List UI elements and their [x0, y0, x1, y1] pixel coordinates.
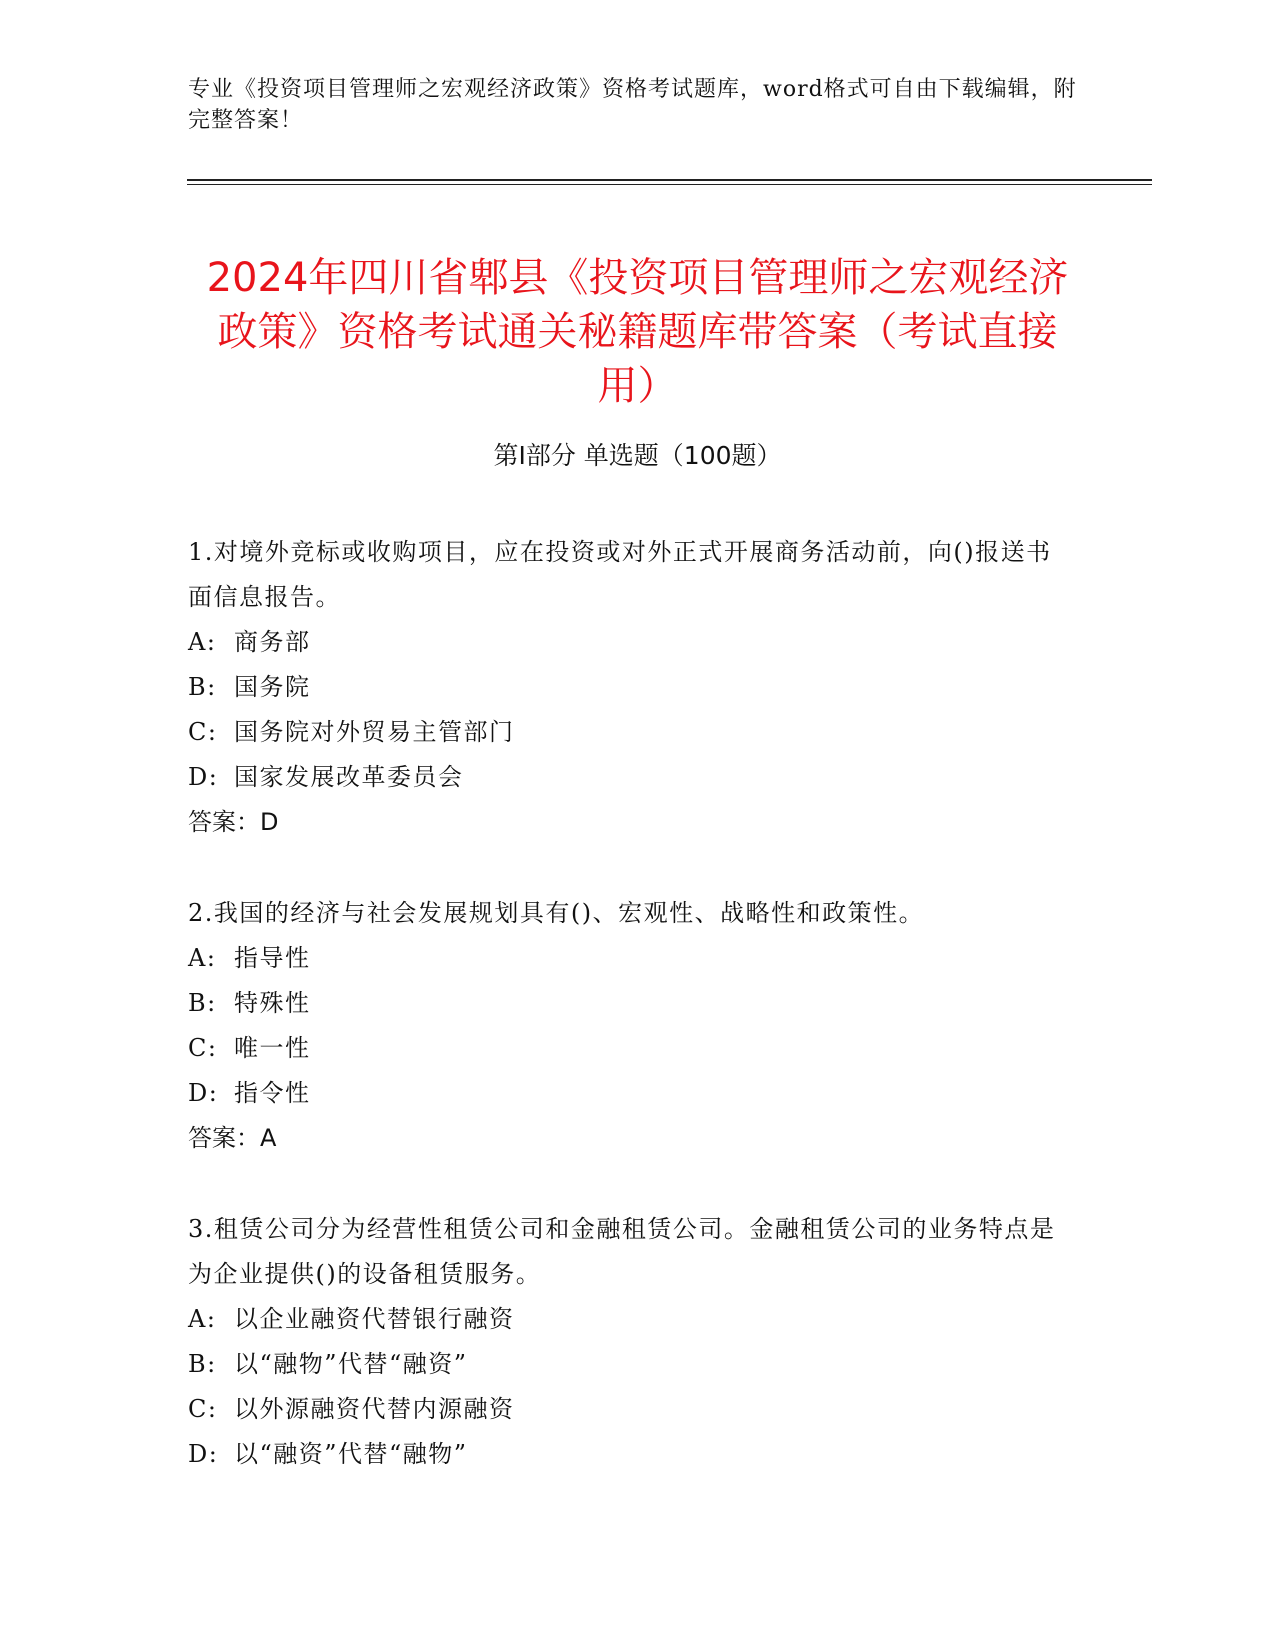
- option-a: [188, 620, 1068, 665]
- option-text: 指令性: [234, 1079, 311, 1107]
- option-text: 特殊性: [234, 989, 311, 1017]
- option-c: [188, 1387, 1068, 1432]
- header-divider-thin: [187, 184, 1152, 185]
- option-a: [188, 936, 1068, 981]
- header-divider-thick: [187, 179, 1152, 181]
- option-d: [188, 755, 1068, 800]
- option-key: C:: [188, 718, 218, 746]
- option-text: 指导性: [234, 944, 311, 972]
- option-key: C:: [188, 1034, 218, 1062]
- option-b: [188, 1342, 1068, 1387]
- question-2: [188, 891, 1068, 1161]
- option-text: 唯一性: [234, 1034, 311, 1062]
- option-text: 国家发展改革委员会: [234, 763, 464, 791]
- option-text: 以企业融资代替银行融资: [234, 1305, 515, 1333]
- option-key: B:: [188, 1350, 217, 1378]
- option-c: [188, 1026, 1068, 1071]
- question-stem: 1.对境外竞标或收购项目，应在投资或对外正式开展商务活动前，向()报送书面信息报告。: [188, 538, 1052, 611]
- document-title: 2024年四川省郫县《投资项目管理师之宏观经济政策》资格考试通关秘籍题库带答案（考试直接用）: [206, 254, 1069, 409]
- option-text: 以“融资”代替“融物”: [234, 1440, 468, 1468]
- question-3: [188, 1207, 1068, 1477]
- header-note: 专业《投资项目管理师之宏观经济政策》资格考试题库，word格式可自由下载编辑，附完整答案！: [188, 77, 1077, 133]
- option-b: [188, 665, 1068, 710]
- question-stem: 2.我国的经济与社会发展规划具有()、宏观性、战略性和政策性。: [188, 899, 925, 927]
- option-key: A:: [188, 628, 217, 656]
- option-text: 以外源融资代替内源融资: [234, 1395, 515, 1423]
- question-stem: 3.租赁公司分为经营性租赁公司和金融租赁公司。金融租赁公司的业务特点是为企业提供()的设备租赁服务。: [188, 1215, 1056, 1288]
- option-key: A:: [188, 944, 217, 972]
- option-d: [188, 1432, 1068, 1477]
- option-b: [188, 981, 1068, 1026]
- answer-line: 答案：A: [188, 1124, 277, 1152]
- section-heading: 第Ⅰ部分 单选题（100题）: [493, 441, 782, 470]
- option-key: D:: [188, 1079, 219, 1107]
- option-text: 国务院: [234, 673, 311, 701]
- question-list: [188, 530, 1068, 1523]
- option-key: B:: [188, 673, 217, 701]
- option-a: [188, 1297, 1068, 1342]
- option-key: A:: [188, 1305, 217, 1333]
- option-text: 商务部: [234, 628, 311, 656]
- option-d: [188, 1071, 1068, 1116]
- option-key: B:: [188, 989, 217, 1017]
- option-key: C:: [188, 1395, 218, 1423]
- answer-line: 答案：D: [188, 808, 279, 836]
- option-c: [188, 710, 1068, 755]
- option-text: 国务院对外贸易主管部门: [234, 718, 515, 746]
- option-key: D:: [188, 763, 219, 791]
- option-key: D:: [188, 1440, 219, 1468]
- option-text: 以“融物”代替“融资”: [234, 1350, 468, 1378]
- question-1: [188, 530, 1068, 845]
